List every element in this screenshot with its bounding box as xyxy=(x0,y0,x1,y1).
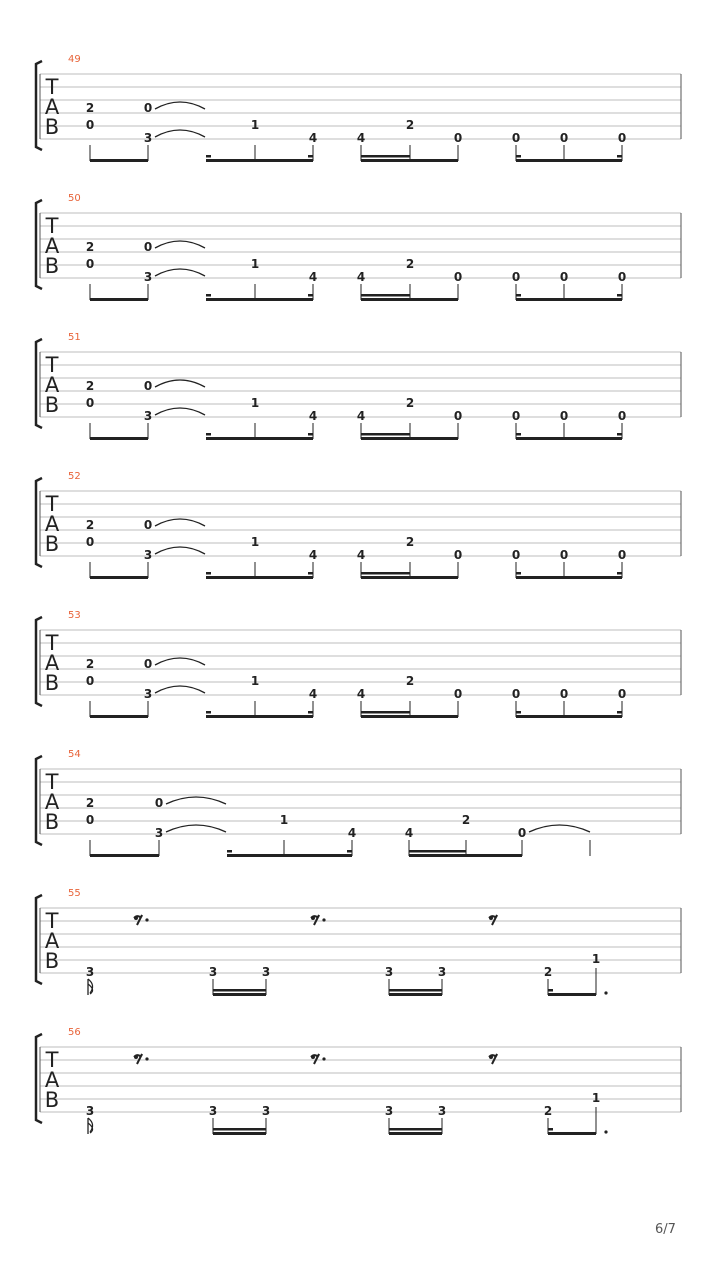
fret-number: 0 xyxy=(517,826,527,840)
tab-clef-letter: B xyxy=(44,115,60,139)
beam-secondary xyxy=(361,572,410,575)
fret-number: 0 xyxy=(511,409,521,423)
tie-arc xyxy=(155,102,205,109)
fret-number: 0 xyxy=(453,131,463,145)
tie-arc xyxy=(155,519,205,526)
beam-secondary xyxy=(389,989,442,992)
beam xyxy=(206,576,313,579)
tab-clef-letter: T xyxy=(45,1048,59,1072)
page-number: 6/7 xyxy=(655,1222,676,1237)
fret-number: 4 xyxy=(308,409,318,423)
fret-number: 3 xyxy=(261,965,271,979)
fret-number: 3 xyxy=(143,548,153,562)
fret-number: 3 xyxy=(143,270,153,284)
fret-number: 0 xyxy=(143,101,153,115)
tie-arc xyxy=(155,380,205,387)
fret-number: 2 xyxy=(405,674,415,688)
tie-arc xyxy=(155,686,205,693)
beam xyxy=(90,854,159,857)
tie-arc xyxy=(529,825,590,832)
rest-dot xyxy=(322,1057,325,1060)
fret-number: 0 xyxy=(617,131,627,145)
tab-system xyxy=(36,193,681,301)
fret-number: 2 xyxy=(85,240,95,254)
fret-number: 2 xyxy=(85,657,95,671)
tie-arc xyxy=(166,797,226,804)
rest-dot xyxy=(322,918,325,921)
tab-clef-letter: A xyxy=(44,929,60,953)
tie-arc xyxy=(155,658,205,665)
tab-clef-letter: A xyxy=(44,373,60,397)
fret-number: 0 xyxy=(85,257,95,271)
rest-dot-head xyxy=(489,916,493,920)
tie-arc xyxy=(155,269,205,276)
beam xyxy=(409,854,522,857)
tab-clef-letter: B xyxy=(44,810,60,834)
tab-clef-letter: A xyxy=(44,95,60,119)
rest-dot-head xyxy=(311,916,315,920)
fret-number: 0 xyxy=(617,409,627,423)
beam xyxy=(361,298,458,301)
fret-number: 2 xyxy=(85,518,95,532)
fret-number: 2 xyxy=(543,1104,553,1118)
fret-number: 0 xyxy=(559,687,569,701)
rest-dot-head xyxy=(311,1055,315,1059)
tab-system xyxy=(36,471,681,579)
fret-number: 3 xyxy=(85,965,95,979)
fret-number: 0 xyxy=(559,270,569,284)
beam-partial xyxy=(206,433,211,436)
beam xyxy=(90,159,148,162)
beam xyxy=(548,1132,596,1135)
beam-partial xyxy=(308,433,313,436)
beam xyxy=(516,159,622,162)
fret-number: 0 xyxy=(143,657,153,671)
beam xyxy=(361,715,458,718)
beam-partial xyxy=(617,294,622,297)
tab-clef-letter: B xyxy=(44,393,60,417)
fret-number: 4 xyxy=(356,409,366,423)
fret-number: 3 xyxy=(208,1104,218,1118)
fret-number: 1 xyxy=(591,1091,601,1105)
beam-partial xyxy=(206,155,211,158)
fret-number: 2 xyxy=(85,101,95,115)
tab-clef-letter: A xyxy=(44,790,60,814)
rest-dot xyxy=(145,1057,148,1060)
fret-number: 1 xyxy=(591,952,601,966)
tab-system xyxy=(36,332,681,440)
beam xyxy=(361,159,458,162)
beam xyxy=(389,993,442,996)
beam xyxy=(213,993,266,996)
beam-partial xyxy=(516,572,521,575)
beam xyxy=(516,437,622,440)
measure-number: 53 xyxy=(68,610,81,621)
measure-number: 54 xyxy=(68,749,81,760)
fret-number: 0 xyxy=(453,270,463,284)
fret-number: 0 xyxy=(154,796,164,810)
beam-partial xyxy=(516,433,521,436)
tab-clef-letter: T xyxy=(45,492,59,516)
fret-number: 3 xyxy=(143,687,153,701)
beam-secondary xyxy=(361,711,410,714)
fret-number: 3 xyxy=(384,965,394,979)
beam xyxy=(206,437,313,440)
beam-partial xyxy=(308,294,313,297)
beam-partial xyxy=(227,850,232,853)
dot xyxy=(604,1130,607,1133)
beam xyxy=(389,1132,442,1135)
beam-secondary xyxy=(389,1128,442,1131)
fret-number: 4 xyxy=(308,687,318,701)
tab-clef-letter: B xyxy=(44,949,60,973)
fret-number: 0 xyxy=(453,687,463,701)
fret-number: 1 xyxy=(250,535,260,549)
beam-partial xyxy=(617,433,622,436)
tab-clef-letter: T xyxy=(45,770,59,794)
measure-number: 50 xyxy=(68,193,81,204)
fret-number: 2 xyxy=(405,396,415,410)
fret-number: 0 xyxy=(511,270,521,284)
tab-system xyxy=(36,888,681,996)
tie-arc xyxy=(155,408,205,415)
tab-system xyxy=(36,54,681,162)
tab-clef-letter: T xyxy=(45,353,59,377)
beam xyxy=(90,437,148,440)
beam-partial xyxy=(308,711,313,714)
fret-number: 2 xyxy=(405,257,415,271)
beam-partial xyxy=(308,155,313,158)
rest-dot-head xyxy=(489,1055,493,1059)
fret-number: 1 xyxy=(250,396,260,410)
beam xyxy=(516,298,622,301)
tab-system xyxy=(36,749,681,857)
tab-clef-letter: A xyxy=(44,234,60,258)
beam-secondary xyxy=(361,433,410,436)
fret-number: 0 xyxy=(143,379,153,393)
beam-partial xyxy=(548,989,553,992)
fret-number: 1 xyxy=(250,674,260,688)
fret-number: 0 xyxy=(85,396,95,410)
beam xyxy=(548,993,596,996)
tab-clef-letter: B xyxy=(44,1088,60,1112)
fret-number: 3 xyxy=(437,965,447,979)
measure-number: 56 xyxy=(68,1027,81,1038)
fret-number: 0 xyxy=(85,118,95,132)
beam-partial xyxy=(617,155,622,158)
fret-number: 4 xyxy=(356,131,366,145)
beam-partial xyxy=(617,572,622,575)
fret-number: 2 xyxy=(461,813,471,827)
fret-number: 0 xyxy=(85,813,95,827)
tab-clef-letter: T xyxy=(45,75,59,99)
fret-number: 4 xyxy=(356,548,366,562)
fret-number: 3 xyxy=(384,1104,394,1118)
fret-number: 4 xyxy=(308,270,318,284)
fret-number: 0 xyxy=(617,687,627,701)
fret-number: 2 xyxy=(405,118,415,132)
fret-number: 0 xyxy=(559,409,569,423)
measure-number: 49 xyxy=(68,54,81,65)
fret-number: 0 xyxy=(453,409,463,423)
beam-partial xyxy=(516,155,521,158)
beam-partial xyxy=(308,572,313,575)
measure-number: 52 xyxy=(68,471,81,482)
fret-number: 1 xyxy=(250,118,260,132)
fret-number: 3 xyxy=(154,826,164,840)
beam xyxy=(206,298,313,301)
fret-number: 0 xyxy=(453,548,463,562)
beam xyxy=(361,437,458,440)
fret-number: 4 xyxy=(404,826,414,840)
beam-partial xyxy=(516,711,521,714)
measure-number: 51 xyxy=(68,332,81,343)
dot xyxy=(604,991,607,994)
tab-clef-letter: T xyxy=(45,214,59,238)
beam xyxy=(516,715,622,718)
beam-secondary xyxy=(213,989,266,992)
fret-number: 3 xyxy=(437,1104,447,1118)
tab-clef-letter: T xyxy=(45,631,59,655)
fret-number: 0 xyxy=(617,548,627,562)
fret-number: 0 xyxy=(559,131,569,145)
tab-clef-letter: B xyxy=(44,532,60,556)
rest-dot-head xyxy=(134,916,138,920)
beam xyxy=(90,576,148,579)
fret-number: 3 xyxy=(143,409,153,423)
fret-number: 3 xyxy=(261,1104,271,1118)
fret-number: 4 xyxy=(308,548,318,562)
fret-number: 3 xyxy=(208,965,218,979)
fret-number: 3 xyxy=(85,1104,95,1118)
rest-dot-head xyxy=(134,1055,138,1059)
beam xyxy=(206,159,313,162)
beam-partial xyxy=(617,711,622,714)
tie-arc xyxy=(166,825,226,832)
fret-number: 0 xyxy=(511,131,521,145)
beam xyxy=(206,715,313,718)
beam-partial xyxy=(548,1128,553,1131)
beam-partial xyxy=(347,850,352,853)
measure-number: 55 xyxy=(68,888,81,899)
fret-number: 1 xyxy=(250,257,260,271)
beam xyxy=(213,1132,266,1135)
fret-number: 2 xyxy=(85,379,95,393)
fret-number: 4 xyxy=(308,131,318,145)
fret-number: 0 xyxy=(511,548,521,562)
fret-number: 0 xyxy=(85,535,95,549)
rest-dot xyxy=(145,918,148,921)
tab-clef-letter: B xyxy=(44,254,60,278)
tab-clef-letter: B xyxy=(44,671,60,695)
beam xyxy=(516,576,622,579)
tab-clef-letter: A xyxy=(44,651,60,675)
fret-number: 0 xyxy=(143,518,153,532)
fret-number: 2 xyxy=(543,965,553,979)
tab-clef-letter: A xyxy=(44,512,60,536)
tab-clef-letter: T xyxy=(45,909,59,933)
beam xyxy=(90,298,148,301)
beam-secondary xyxy=(409,850,466,853)
beam-partial xyxy=(206,294,211,297)
beam-secondary xyxy=(361,155,410,158)
fret-number: 0 xyxy=(143,240,153,254)
beam-partial xyxy=(206,572,211,575)
tab-clef-letter: A xyxy=(44,1068,60,1092)
fret-number: 1 xyxy=(279,813,289,827)
beam xyxy=(361,576,458,579)
beam xyxy=(90,715,148,718)
beam-secondary xyxy=(213,1128,266,1131)
tab-system xyxy=(36,610,681,718)
fret-number: 0 xyxy=(559,548,569,562)
beam-partial xyxy=(206,711,211,714)
beam-secondary xyxy=(361,294,410,297)
fret-number: 2 xyxy=(405,535,415,549)
tie-arc xyxy=(155,547,205,554)
tie-arc xyxy=(155,241,205,248)
fret-number: 4 xyxy=(356,270,366,284)
tab-system xyxy=(36,1027,681,1135)
fret-number: 4 xyxy=(356,687,366,701)
fret-number: 0 xyxy=(617,270,627,284)
fret-number: 2 xyxy=(85,796,95,810)
fret-number: 0 xyxy=(511,687,521,701)
tie-arc xyxy=(155,130,205,137)
fret-number: 3 xyxy=(143,131,153,145)
beam xyxy=(227,854,352,857)
fret-number: 4 xyxy=(347,826,357,840)
fret-number: 0 xyxy=(85,674,95,688)
beam-partial xyxy=(516,294,521,297)
